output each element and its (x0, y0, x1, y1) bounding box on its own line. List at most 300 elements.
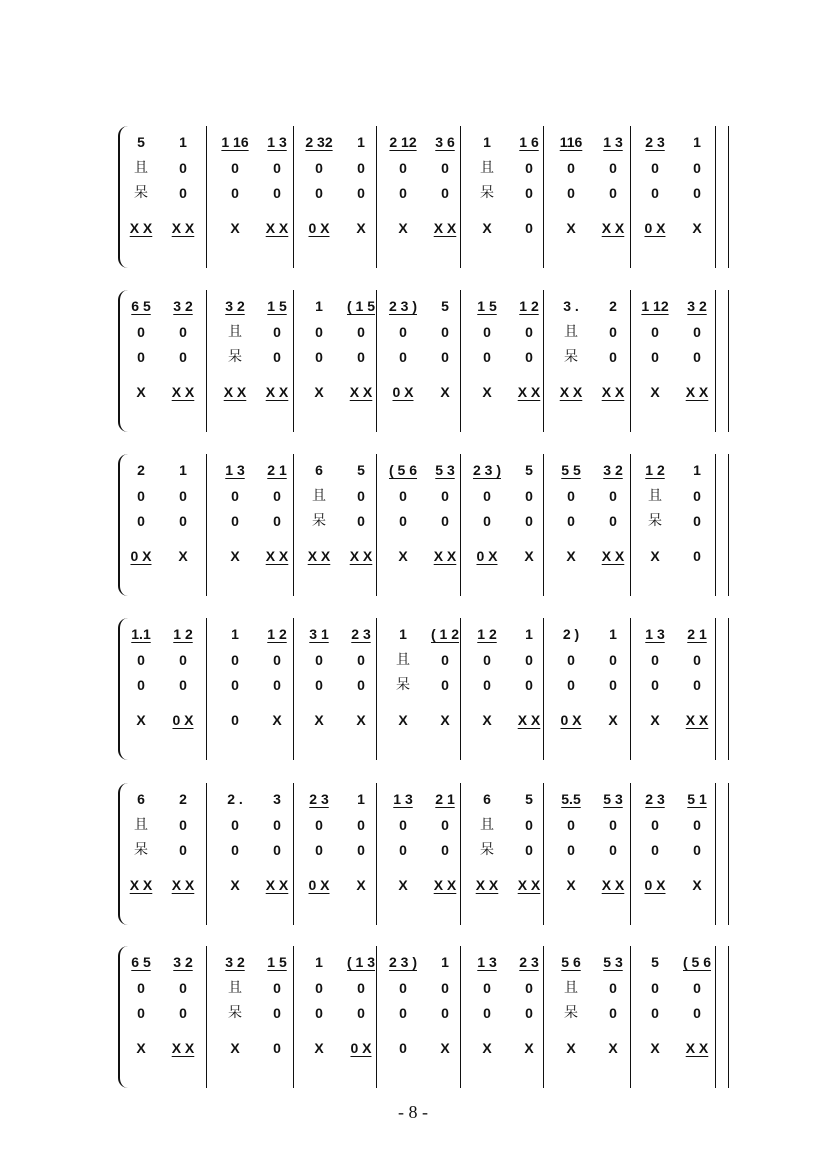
note-cell: X X (307, 548, 331, 564)
note-cell: X (566, 220, 576, 236)
note-cell: 0 (609, 185, 617, 201)
note-cell: X X (685, 384, 709, 400)
note-cell: 0 (179, 349, 187, 365)
note-cell: X (136, 712, 146, 728)
note-cell: 0 (315, 160, 323, 176)
score-system (118, 946, 730, 1088)
note-cell: X (566, 877, 576, 893)
note-cell: 0 (567, 652, 575, 668)
note-cell: X (272, 712, 282, 728)
note-cell: X (524, 1040, 534, 1056)
note-cell: 0 (693, 488, 701, 504)
note-cell: 3 2 (687, 298, 707, 314)
note-cell: 0 (609, 488, 617, 504)
note-cell: X X (171, 220, 195, 236)
note-cell: 1 12 (641, 298, 669, 314)
note-cell: 3 2 (173, 298, 193, 314)
note-cell: 0 (567, 842, 575, 858)
page-number: - 8 - (398, 1102, 428, 1122)
note-cell: 0 (179, 652, 187, 668)
note-cell: 0 (315, 980, 323, 996)
note-cell: 0 (609, 324, 617, 340)
note-cell: 0 (651, 817, 659, 833)
note-cell: 0 (483, 652, 491, 668)
note-cell: 0 (399, 1040, 407, 1056)
percussion-row (118, 216, 730, 240)
note-cell: X (482, 712, 492, 728)
note-cell: X (356, 712, 366, 728)
note-cell: X X (265, 877, 289, 893)
note-cell: 呆 (648, 513, 662, 529)
melody-row (118, 787, 730, 811)
note-cell: 0 (693, 324, 701, 340)
note-cell: 呆 (564, 349, 578, 365)
note-cell: X (524, 548, 534, 564)
note-cell: 5 6 (561, 954, 581, 970)
note-cell: X (650, 712, 660, 728)
note-cell: 0 (441, 488, 449, 504)
note-cell: 0 (231, 712, 239, 728)
note-cell: 0 (483, 513, 491, 529)
note-cell: 0 (525, 513, 533, 529)
note-cell: 0 (137, 980, 145, 996)
note-cell: 3 2 (225, 954, 245, 970)
note-cell: 0 (315, 1005, 323, 1021)
note-cell: ( 1 5 (346, 298, 375, 314)
note-cell: 0 (137, 349, 145, 365)
note-cell: 5 (525, 462, 533, 478)
note-cell: 2 . (227, 791, 243, 807)
note-cell: 0 (315, 652, 323, 668)
note-cell: 5 (137, 134, 145, 150)
note-cell: 0 (441, 1005, 449, 1021)
note-cell: 0 (693, 842, 701, 858)
note-cell: X (136, 384, 146, 400)
note-cell: 0 (231, 652, 239, 668)
note-cell: X X (265, 220, 289, 236)
part-dai-row (118, 345, 730, 369)
note-cell: 0 (357, 817, 365, 833)
note-cell: X (566, 1040, 576, 1056)
note-cell: 0 (315, 185, 323, 201)
note-cell: 且 (480, 160, 494, 176)
note-cell: 1 (357, 791, 365, 807)
note-cell: 0 (357, 842, 365, 858)
note-cell: 0 (651, 185, 659, 201)
part-dai-row (118, 673, 730, 697)
note-cell: 2 1 (435, 791, 455, 807)
note-cell: 1 (179, 462, 187, 478)
note-cell: 0 (483, 677, 491, 693)
note-cell: 1 (693, 462, 701, 478)
note-cell: 0 (357, 349, 365, 365)
note-cell: 0 (179, 980, 187, 996)
note-cell: 6 (315, 462, 323, 478)
note-cell: 0 (399, 160, 407, 176)
note-cell: 1.1 (131, 626, 151, 642)
note-cell: 0 (525, 980, 533, 996)
note-cell: 0 X (476, 548, 498, 564)
note-cell: 0 X (350, 1040, 372, 1056)
note-cell: 1 3 (225, 462, 245, 478)
note-cell: 5 5 (561, 462, 581, 478)
note-cell: X (230, 220, 240, 236)
part-qie-row (118, 484, 730, 508)
note-cell: 1 (315, 298, 323, 314)
note-cell: 3 . (563, 298, 579, 314)
note-cell: 0 (315, 677, 323, 693)
note-cell: 5 (651, 954, 659, 970)
note-cell: 2 3 (519, 954, 539, 970)
note-cell: X (482, 384, 492, 400)
note-cell: 0 (525, 349, 533, 365)
note-cell: X X (349, 548, 373, 564)
note-cell: 0 (273, 488, 281, 504)
note-cell: 6 5 (131, 298, 151, 314)
note-cell: 0 (273, 842, 281, 858)
note-cell: X (650, 1040, 660, 1056)
note-cell: 1 (315, 954, 323, 970)
note-cell: 0 (357, 488, 365, 504)
note-cell: 0 (399, 513, 407, 529)
note-cell: X (608, 712, 618, 728)
note-cell: X (230, 877, 240, 893)
note-cell: 0 X (644, 220, 666, 236)
note-cell: 0 (179, 842, 187, 858)
note-cell: 1 16 (221, 134, 249, 150)
note-cell: 0 (651, 842, 659, 858)
part-qie-row (118, 156, 730, 180)
note-cell: X X (433, 877, 457, 893)
note-cell: X (356, 220, 366, 236)
note-cell: X X (223, 384, 247, 400)
note-cell: X X (475, 877, 499, 893)
note-cell: 0 (231, 817, 239, 833)
note-cell: 1 5 (267, 954, 287, 970)
note-cell: 0 (399, 817, 407, 833)
note-cell: X (398, 712, 408, 728)
score-system (118, 618, 730, 760)
note-cell: 1 (231, 626, 239, 642)
note-cell: 1 2 (519, 298, 539, 314)
note-cell: 1 3 (603, 134, 623, 150)
note-cell: 0 (137, 513, 145, 529)
note-cell: 1 (609, 626, 617, 642)
note-cell: 0 (525, 842, 533, 858)
note-cell: X (482, 220, 492, 236)
note-cell: 1 2 (477, 626, 497, 642)
note-cell: 0 (399, 185, 407, 201)
part-qie-row (118, 813, 730, 837)
note-cell: 0 (525, 652, 533, 668)
note-cell: 0 (693, 677, 701, 693)
note-cell: 0 (609, 677, 617, 693)
note-cell: 0 (441, 842, 449, 858)
note-cell: 0 (273, 817, 281, 833)
note-cell: 0 (567, 185, 575, 201)
note-cell: 1 3 (267, 134, 287, 150)
score-system (118, 454, 730, 596)
note-cell: 呆 (312, 513, 326, 529)
note-cell: 2 3 (645, 134, 665, 150)
note-cell: X X (685, 712, 709, 728)
note-cell: X X (129, 220, 153, 236)
note-cell: X (398, 220, 408, 236)
note-cell: ( 1 3 (346, 954, 375, 970)
note-cell: 0 (315, 842, 323, 858)
note-cell: 0 (609, 160, 617, 176)
note-cell: 且 (648, 488, 662, 504)
note-cell: 0 (231, 842, 239, 858)
note-cell: 0 (137, 1005, 145, 1021)
note-cell: X (230, 548, 240, 564)
note-cell: 0 (693, 1005, 701, 1021)
note-cell: 呆 (228, 349, 242, 365)
note-cell: X X (171, 877, 195, 893)
note-cell: 0 X (644, 877, 666, 893)
note-cell: 0 (693, 160, 701, 176)
note-cell: 且 (396, 652, 410, 668)
note-cell: X (398, 548, 408, 564)
note-cell: 0 (693, 349, 701, 365)
note-cell: 0 (273, 1040, 281, 1056)
note-cell: 6 (483, 791, 491, 807)
note-cell: 0 (693, 513, 701, 529)
note-cell: 1 3 (393, 791, 413, 807)
note-cell: 0 (567, 513, 575, 529)
note-cell: 0 (231, 185, 239, 201)
note-cell: 0 (137, 652, 145, 668)
note-cell: X (314, 712, 324, 728)
note-cell: 且 (480, 817, 494, 833)
part-qie-row (118, 320, 730, 344)
note-cell: 呆 (134, 185, 148, 201)
note-cell: 0 (441, 817, 449, 833)
note-cell: X X (171, 1040, 195, 1056)
note-cell: 0 (179, 488, 187, 504)
note-cell: 呆 (228, 1005, 242, 1021)
note-cell: 且 (564, 324, 578, 340)
note-cell: 6 (137, 791, 145, 807)
note-cell: 呆 (480, 185, 494, 201)
note-cell: 3 2 (173, 954, 193, 970)
note-cell: 2 ) (562, 626, 580, 642)
note-cell: 1 (441, 954, 449, 970)
note-cell: 0 (399, 324, 407, 340)
note-cell: 0 (137, 488, 145, 504)
note-cell: 0 (357, 324, 365, 340)
note-cell: 0 (693, 980, 701, 996)
part-dai-row (118, 838, 730, 862)
note-cell: 116 (559, 134, 583, 150)
note-cell: 且 (134, 160, 148, 176)
note-cell: 0 (525, 677, 533, 693)
note-cell: 0 (273, 652, 281, 668)
note-cell: 0 (137, 677, 145, 693)
note-cell: 0 (567, 160, 575, 176)
note-cell: 0 (567, 677, 575, 693)
melody-row (118, 130, 730, 154)
note-cell: 0 (357, 513, 365, 529)
note-cell: 2 1 (267, 462, 287, 478)
note-cell: 3 2 (225, 298, 245, 314)
note-cell: X X (265, 384, 289, 400)
note-cell: 1 (525, 626, 533, 642)
note-cell: 0 (693, 185, 701, 201)
note-cell: 0 (179, 160, 187, 176)
note-cell: 0 (273, 1005, 281, 1021)
note-cell: X X (601, 877, 625, 893)
note-cell: 5 1 (687, 791, 707, 807)
percussion-row (118, 380, 730, 404)
note-cell: X X (171, 384, 195, 400)
note-cell: 5 (357, 462, 365, 478)
note-cell: 1 5 (267, 298, 287, 314)
note-cell: 且 (312, 488, 326, 504)
percussion-row (118, 544, 730, 568)
note-cell: 0 (357, 185, 365, 201)
note-cell: 3 6 (435, 134, 455, 150)
note-cell: ( 5 6 (682, 954, 711, 970)
note-cell: 2 (609, 298, 617, 314)
note-cell: 2 3 (645, 791, 665, 807)
note-cell: 0 X (130, 548, 152, 564)
note-cell: 0 (357, 677, 365, 693)
note-cell: X (482, 1040, 492, 1056)
note-cell: 0 (651, 160, 659, 176)
note-cell: 0 (137, 324, 145, 340)
melody-row (118, 950, 730, 974)
note-cell: 0 (609, 513, 617, 529)
note-cell: X (314, 384, 324, 400)
note-cell: 0 (483, 349, 491, 365)
note-cell: 0 (441, 349, 449, 365)
note-cell: 0 (483, 1005, 491, 1021)
note-cell: 1 3 (477, 954, 497, 970)
note-cell: 0 (357, 160, 365, 176)
note-cell: 1 5 (477, 298, 497, 314)
note-cell: 0 (651, 980, 659, 996)
note-cell: 0 (609, 817, 617, 833)
note-cell: 0 (483, 488, 491, 504)
note-cell: X (440, 384, 450, 400)
note-cell: 0 X (308, 877, 330, 893)
note-cell: 0 (441, 677, 449, 693)
melody-row (118, 622, 730, 646)
note-cell: 0 (231, 160, 239, 176)
note-cell: 1 2 (267, 626, 287, 642)
note-cell: 0 (179, 324, 187, 340)
note-cell: X (650, 548, 660, 564)
note-cell: 0 (441, 980, 449, 996)
note-cell: 0 (483, 324, 491, 340)
note-cell: 2 3 ) (388, 954, 417, 970)
note-cell: 0 (231, 513, 239, 529)
part-qie-row (118, 648, 730, 672)
note-cell: 2 1 (687, 626, 707, 642)
percussion-row (118, 1036, 730, 1060)
note-cell: 0 (525, 1005, 533, 1021)
note-cell: 0 (179, 677, 187, 693)
note-cell: 5.5 (561, 791, 581, 807)
note-cell: 0 (273, 349, 281, 365)
note-cell: 6 5 (131, 954, 151, 970)
note-cell: 0 (315, 349, 323, 365)
note-cell: 0 (651, 677, 659, 693)
note-cell: 0 (179, 185, 187, 201)
note-cell: 1 (693, 134, 701, 150)
note-cell: 1 6 (519, 134, 539, 150)
note-cell: X X (685, 1040, 709, 1056)
note-cell: 5 (525, 791, 533, 807)
note-cell: X X (265, 548, 289, 564)
score-system (118, 290, 730, 432)
note-cell: 0 X (560, 712, 582, 728)
note-cell: X X (349, 384, 373, 400)
note-cell: X (230, 1040, 240, 1056)
note-cell: ( 5 6 (388, 462, 417, 478)
note-cell: ( 1 2 (430, 626, 459, 642)
note-cell: 0 (441, 652, 449, 668)
note-cell: X X (129, 877, 153, 893)
note-cell: 0 (357, 980, 365, 996)
note-cell: 0 (693, 548, 701, 564)
note-cell: 1 2 (173, 626, 193, 642)
note-cell: 0 (399, 842, 407, 858)
note-cell: 0 (441, 513, 449, 529)
note-cell: 0 (567, 488, 575, 504)
note-cell: 0 (273, 980, 281, 996)
note-cell: 0 (315, 817, 323, 833)
note-cell: X X (517, 384, 541, 400)
melody-row (118, 458, 730, 482)
note-cell: 0 (525, 160, 533, 176)
note-cell: X X (517, 712, 541, 728)
note-cell: 0 (441, 185, 449, 201)
note-cell: 且 (564, 980, 578, 996)
note-cell: 0 (525, 220, 533, 236)
note-cell: 0 (315, 324, 323, 340)
note-cell: 且 (228, 980, 242, 996)
note-cell: 0 (273, 324, 281, 340)
note-cell: X (608, 1040, 618, 1056)
part-dai-row (118, 181, 730, 205)
note-cell: 0 (399, 349, 407, 365)
percussion-row (118, 708, 730, 732)
note-cell: X (440, 712, 450, 728)
note-cell: 呆 (564, 1005, 578, 1021)
note-cell: 0 (609, 1005, 617, 1021)
note-cell: 0 X (392, 384, 414, 400)
score-system (118, 783, 730, 925)
note-cell: 2 (179, 791, 187, 807)
note-cell: X X (433, 548, 457, 564)
note-cell: 且 (134, 817, 148, 833)
score-system (118, 126, 730, 268)
note-cell: 2 32 (305, 134, 333, 150)
note-cell: 5 (441, 298, 449, 314)
note-cell: 0 (693, 652, 701, 668)
note-cell: 0 (441, 324, 449, 340)
note-cell: X X (433, 220, 457, 236)
note-cell: 0 (273, 513, 281, 529)
note-cell: 2 3 (309, 791, 329, 807)
note-cell: 3 1 (309, 626, 329, 642)
note-cell: 0 (179, 1005, 187, 1021)
note-cell: 0 (651, 324, 659, 340)
note-cell: 2 12 (389, 134, 417, 150)
percussion-row (118, 873, 730, 897)
